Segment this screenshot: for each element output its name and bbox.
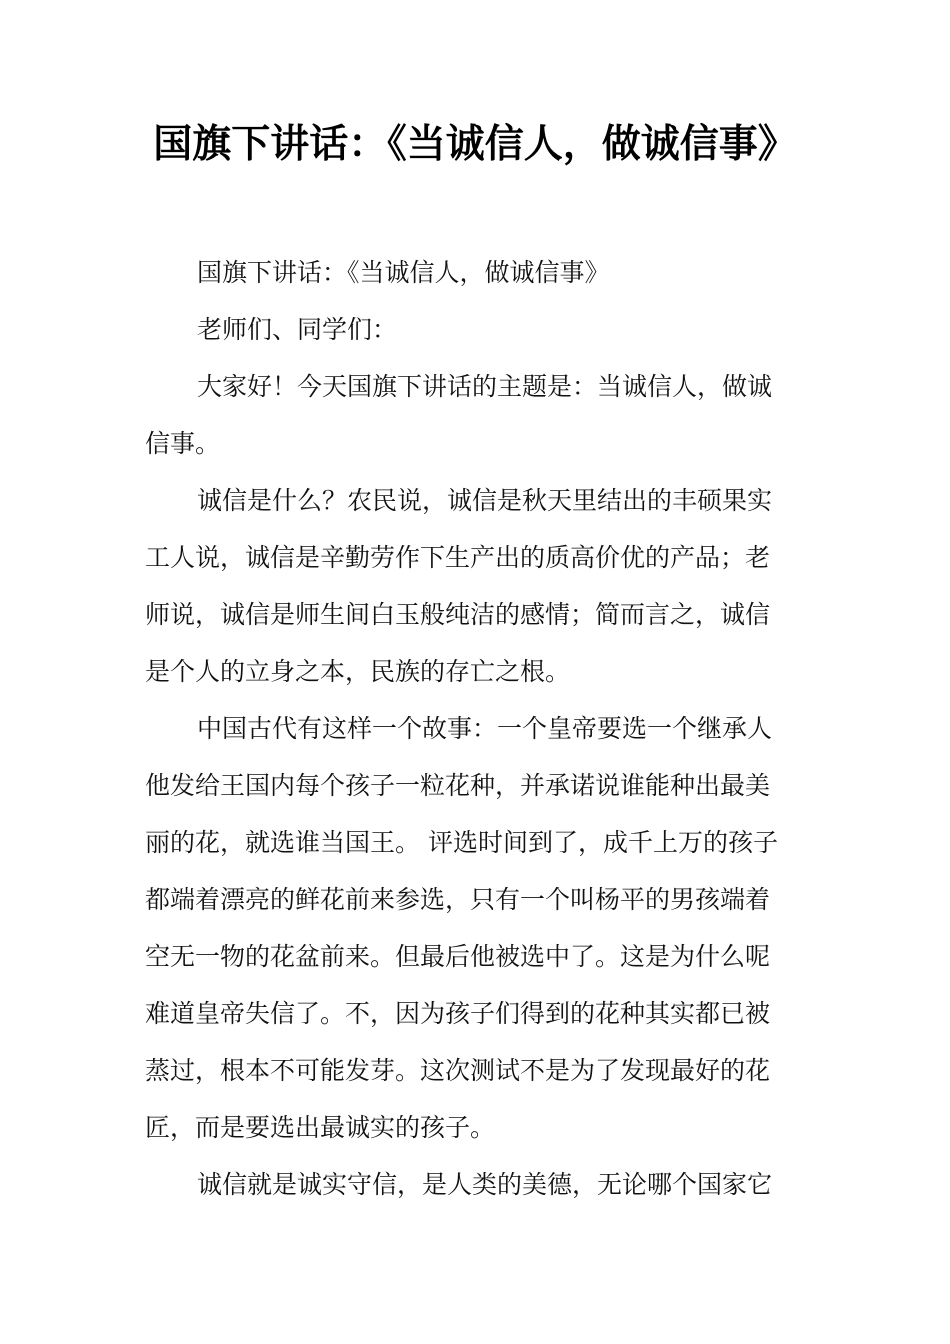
- body-line: 匠，而是要选出最诚实的孩子。: [145, 1113, 496, 1142]
- body-line: 是个人的立身之本，民族的存亡之根。: [145, 657, 571, 686]
- body-line: 大家好！今天国旗下讲话的主题是：当诚信人，做诚: [197, 372, 773, 401]
- body-line: 他发给王国内每个孩子一粒花种，并承诺说谁能种出最美: [145, 771, 771, 800]
- body-line: 难道皇帝失信了。不，因为孩子们得到的花种其实都已被: [145, 999, 771, 1028]
- body-line: 都端着漂亮的鲜花前来参选，只有一个叫杨平的男孩端着: [145, 885, 771, 914]
- body-line: 诚信是什么？农民说，诚信是秋天里结出的丰硕果实: [197, 486, 773, 515]
- document-body: [145, 244, 809, 1213]
- body-line: 蒸过，根本不可能发芽。这次测试不是为了发现最好的花: [145, 1056, 771, 1085]
- body-line: 老师们、同学们：: [197, 315, 398, 344]
- body-line: 国旗下讲话：《当诚信人，做诚信事》: [197, 258, 610, 287]
- document-title: 国旗下讲话：《当诚信人，做诚信事》: [153, 121, 797, 167]
- body-line: 工人说，诚信是辛勤劳作下生产出的质高价优的产品；老: [145, 543, 771, 572]
- body-line: 诚信就是诚实守信，是人类的美德，无论哪个国家它: [197, 1170, 773, 1199]
- body-line: 中国古代有这样一个故事：一个皇帝要选一个继承人: [197, 714, 773, 743]
- body-line: 丽的花，就选谁当国王。 评选时间到了，成千上万的孩子: [145, 828, 778, 857]
- body-line: 信事。: [145, 429, 221, 458]
- body-line: 师说，诚信是师生间白玉般纯洁的感情；简而言之，诚信: [145, 600, 771, 629]
- body-line: 空无一物的花盆前来。但最后他被选中了。这是为什么呢: [145, 942, 771, 971]
